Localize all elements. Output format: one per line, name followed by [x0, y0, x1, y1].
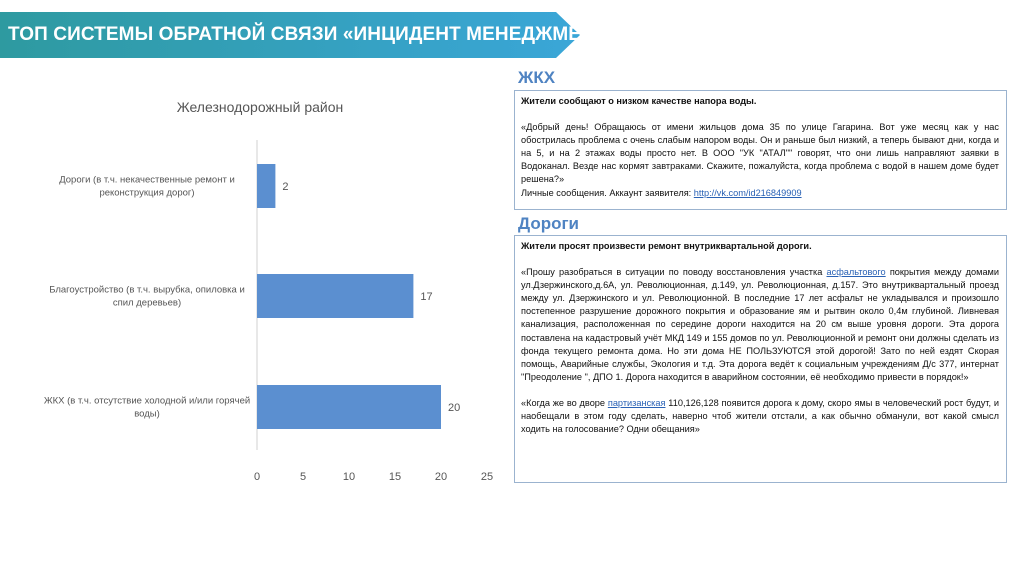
category-label: воды) [134, 408, 160, 420]
roads-heading: Дороги [518, 214, 580, 233]
chart-title: Железнодорожный район [176, 99, 344, 115]
zhkh-quote: «Добрый день! Обращаюсь от имени жильцов дома 35 по улице Гагарина. Вот уже месяц как у нас обострилась проблема с очень слабым напором воды. Он и раньше был низкий, а теперь бывают дни, когда и на 5, и на 2 этажах воды просто нет. В ООО "УК "АТАЛ"" говорят, что они лишь направляют заявки в Водоканал. Везде нас кормят завтраками. Скажите, пожалуйста, когда проблема с водой в нашем доме будет решена?» [521, 122, 999, 185]
zhkh-heading: ЖКХ [518, 68, 556, 87]
roads-quote-1-link[interactable]: асфальтового [826, 267, 886, 278]
category-label: спил деревьев) [112, 297, 182, 309]
header-banner [0, 12, 618, 58]
category-label: реконструкция дорог) [99, 187, 195, 199]
roads-quote-2-link[interactable]: партизанская [607, 397, 666, 408]
category-label: Дороги (в т.ч. некачественные ремонт и [59, 174, 235, 186]
x-tick-label: 5 [299, 471, 307, 483]
zhkh-source [521, 187, 999, 200]
roads-quote-1-text-b: покрытия между домами ул.Дзержинского,д.6А, ул. Революционная, д.149, ул. Революционная, д.157. Это внутриквартальный проезд между ул. Дзержинского и ул. Революционной. В последние 17 лет асфальт не укладывался и произошло постепенное разрушение дорожного покрытия и образование ям и рытвин около 0,4м глубиной. Ливневая канализация, расположенная по середине дороги находится на 20 см выше уровня дороги. Эта дорога поставлена на кадастровый учёт МКД 149 и 155 домов по ул. Революционной и ремонт они должны сделать из фонда текущего ремонта дома. Но эти дома НЕ ПОЛЬЗУЮТСЯ этой дорогой! Зато по ней ездят Скорая помощь, Аварийные службы, Экология и т.д. Эта дорога ведёт к социальным учреждениям Д/с 377, интернат "Преодоление ", ДПО 1. Дорога находится в аварийном состоянии, её необходимо привести в порядок!» [521, 267, 1000, 382]
chart-svg [0, 90, 505, 490]
data-label: 2 [282, 181, 289, 193]
x-tick-label: 25 [480, 471, 494, 483]
page-title: ТОП СИСТЕМЫ ОБРАТНОЙ СВЯЗИ «ИНЦИДЕНТ МЕНЕДЖМЕНТ» [8, 24, 618, 45]
zhkh-source-label: Личные сообщения. Аккаунт заявителя: [521, 187, 694, 198]
bar [257, 274, 413, 318]
roads-quote-2-text-b: 110,126,128 появится дорога к дому, скоро ямы в человеческий рост будут, и наобещали в этом году сделать, наверно чтоб жители отстали, а как обычно обманули, вот какой смысл ходить на голосование? Одни обещания» [521, 397, 999, 435]
x-tick-label: 10 [342, 471, 356, 483]
data-label: 17 [420, 291, 433, 303]
roads-quote-2-text-a: «Когда же во дворе [521, 397, 608, 408]
roads-box [514, 235, 1007, 483]
x-tick-label: 20 [434, 471, 448, 483]
roads-quote-1 [521, 266, 999, 384]
bar [257, 164, 275, 208]
zhkh-box [514, 90, 1007, 210]
bar [257, 385, 441, 429]
category-label: ЖКХ (в т.ч. отсутствие холодной и/или горячей [43, 395, 251, 407]
category-label: Благоустройство (в т.ч. вырубка, опиловка и [49, 284, 245, 296]
zhkh-lead: Жители сообщают о низком качестве напора воды. [521, 96, 757, 106]
zhkh-source-link[interactable]: http://vk.com/id216849909 [693, 187, 802, 198]
roads-quote-2 [521, 397, 999, 436]
data-label: 20 [448, 402, 461, 414]
roads-lead: Жители просят произвести ремонт внутриквартальной дороги. [521, 241, 812, 251]
bar-chart [0, 90, 505, 490]
x-tick-label: 15 [388, 471, 402, 483]
roads-quote-1-text-a: «Прошу разобраться в ситуации по поводу восстановления участка [521, 267, 827, 278]
x-tick-label: 0 [253, 471, 261, 483]
